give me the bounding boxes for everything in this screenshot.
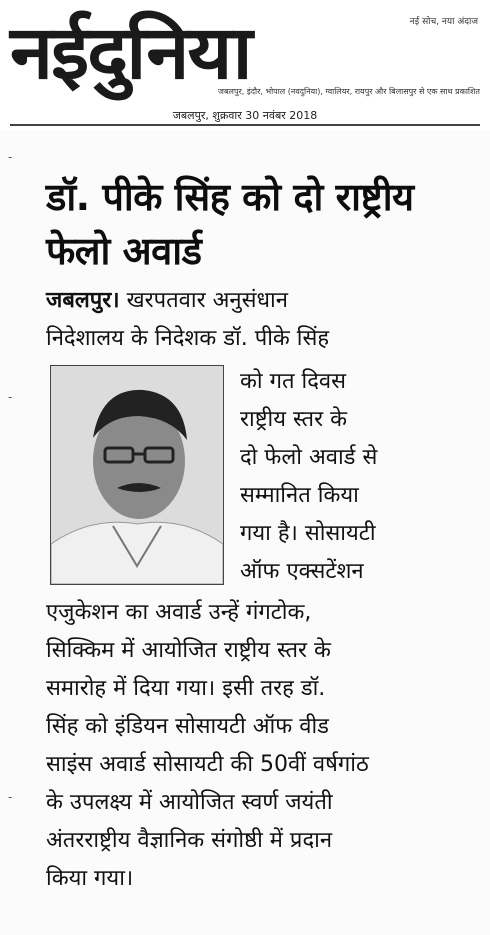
body-line: ऑफ एक्सटेंशन bbox=[240, 559, 364, 584]
body-line: निदेशालय के निदेशक डॉ. पीके सिंह bbox=[46, 326, 330, 351]
body-line: गया है। सोसायटी bbox=[240, 521, 376, 546]
masthead-tagline: नई सोच, नया अंदाज bbox=[409, 17, 478, 27]
body-line: सिक्किम में आयोजित राष्ट्रीय स्तर के bbox=[46, 638, 331, 663]
body-line: एजुकेशन का अवार्ड उन्हें गंगटोक, bbox=[46, 600, 312, 625]
body-line: दो फेलो अवार्ड से bbox=[240, 445, 378, 470]
body-line: को गत दिवस bbox=[240, 369, 346, 394]
scan-edge-mark: - bbox=[8, 150, 13, 164]
article-headline: डॉ. पीके सिंह को दो राष्ट्रीय फेलो अवार्ड bbox=[46, 175, 414, 273]
scan-edge-mark: - bbox=[8, 390, 13, 404]
masthead bbox=[0, 0, 490, 130]
article-lede bbox=[46, 286, 288, 316]
body-line: किया गया। bbox=[46, 866, 134, 891]
scan-edge-mark: - bbox=[8, 790, 13, 804]
masthead-rule bbox=[10, 124, 480, 126]
body-line: अंतरराष्ट्रीय वैज्ञानिक संगोष्ठी में प्रदान bbox=[46, 828, 333, 853]
body-line: सिंह को इंडियन सोसायटी ऑफ वीड bbox=[46, 714, 329, 739]
body-line: सम्मानित किया bbox=[240, 483, 359, 508]
person-portrait-icon bbox=[51, 366, 223, 584]
edition-cities: जबलपुर, इंदौर, भोपाल (नवदुनिया), ग्वालियर, रायपुर और बिलासपुर से एक साथ प्रकाशित bbox=[218, 87, 480, 96]
dateline: जबलपुर, शुक्रवार 30 नवंबर 2018 bbox=[172, 109, 318, 122]
body-line: समारोह में दिया गया। इसी तरह डॉ. bbox=[46, 676, 326, 701]
body-line: खरपतवार अनुसंधान bbox=[126, 288, 288, 313]
body-line: राष्ट्रीय स्तर के bbox=[240, 407, 347, 432]
newspaper-logo: नईदुनिया bbox=[10, 10, 251, 96]
body-line: साइंस अवार्ड सोसायटी की 50वीं वर्षगांठ bbox=[46, 752, 369, 777]
body-line: के उपलक्ष्य में आयोजित स्वर्ण जयंती bbox=[46, 790, 333, 815]
dateline-location: जबलपुर। bbox=[46, 288, 120, 313]
author-photo bbox=[50, 365, 224, 585]
